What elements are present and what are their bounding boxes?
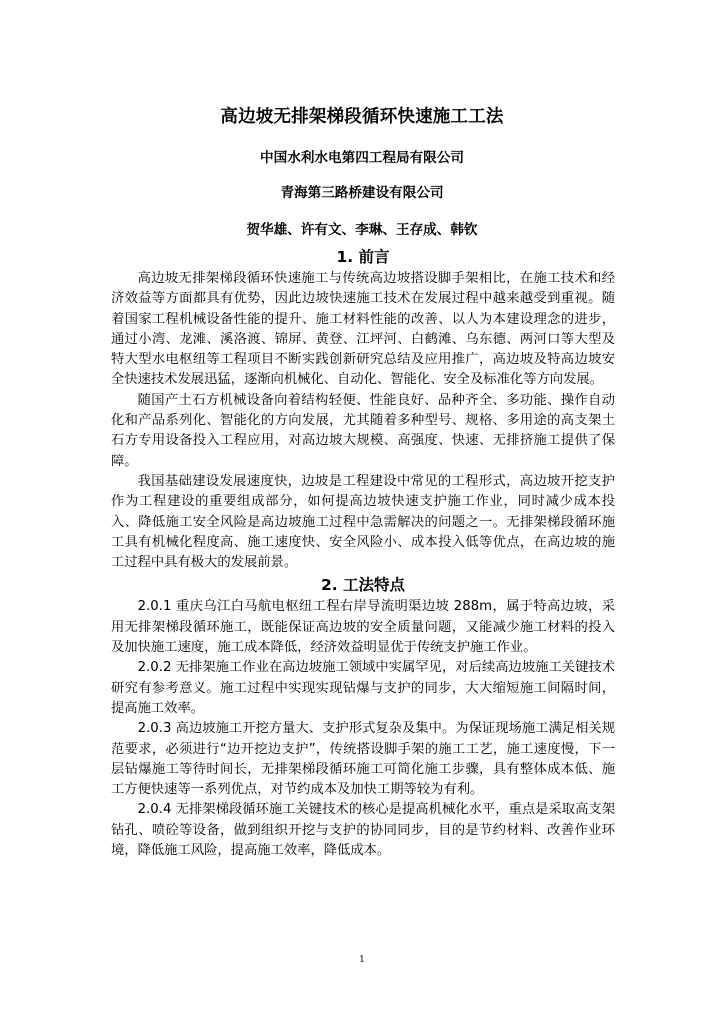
paragraph: 2.0.2 无排架施工作业在高边坡施工领域中实属罕见，对后续高边坡施工关键技术研究有参考意义。施工过程中实现实现钻爆与支护的同步，大大缩短施工间隔时间，提高施工效率。 <box>111 660 615 716</box>
paragraph: 2.0.3 高边坡施工开挖方量大、支护形式复杂及集中。为保证现场施工满足相关规范要求，必须进行“边开挖边支护”，传统搭设脚手架的施工工艺，施工速度慢，下一层钻爆施工等待时间长，无排架梯段循环施工可简化施工步骤，具有整体成本低、施工方便快速等一系列优点，对节约成本及加快工期等较为有利。 <box>111 721 615 798</box>
organization-1: 中国水利水电第四工程局有限公司 <box>260 150 464 166</box>
organization-2: 青海第三路桥建设有限公司 <box>280 185 444 201</box>
page-number: 1 <box>359 955 365 965</box>
document-body <box>111 245 615 861</box>
document-title: 高边坡无排架梯段循环快速施工工法 <box>220 107 504 127</box>
paragraph: 我国基础建设发展速度快，边坡是工程建设中常见的工程形式，高边坡开挖支护作为工程建设的重要组成部分，如何提高边坡快速支护施工作业，同时减少成本投入、降低施工安全风险是高边坡施工过程中急需解决的问题之一。无排架梯段循环施工具有机械化程度高、施工速度快、安全风险小、成本投入低等优点，在高边坡的施工过程中具有极大的发展前景。 <box>111 473 615 571</box>
author-list: 贺华雄、许有文、李琳、王存成、韩钦 <box>246 222 478 238</box>
section-heading: 2. 工法特点 <box>320 576 406 595</box>
paragraph: 高边坡无排架梯段循环快速施工与传统高边坡搭设脚手架相比，在施工技术和经济效益等方面都具有优势，因此边坡快速施工技术在发展过程中越来越受到重视。随着国家工程机械设备性能的提升、施工材料性能的改善、以人为本建设理念的进步，通过小湾、龙滩、溪洛渡、锦屏、黄登、江坪河、白鹤滩、乌东德、两河口等大型及特大型水电枢纽等工程项目不断实践创新研究总结及应用推广，高边坡及特高边坡安全快速技术发展迅猛，逐渐向机械化、自动化、智能化、安全及标准化等方向发展。 <box>111 271 615 388</box>
section-preface <box>111 245 615 573</box>
paragraph: 2.0.1 重庆乌江白马航电枢纽工程右岸导流明渠边坡 288m，属于特高边坡，采用无排架梯段循环施工，既能保证高边坡的安全质量问题，又能减少施工材料的投入及加快施工速度，施工成本降低，经济效益明显优于传统支护施工作业。 <box>111 599 615 656</box>
section-method-features <box>111 573 615 861</box>
paragraph: 随国产土石方机械设备向着结构轻便、性能良好、品种齐全、多功能、操作自动化和产品系列化、智能化的方向发展，尤其随着多种型号、规格、多用途的高支架土石方专用设备投入工程应用，对高边坡大规模、高强度、快速、无排挤施工提供了保障。 <box>111 392 615 469</box>
paragraph: 2.0.4 无排架梯段循环施工关键技术的核心是提高机械化水平，重点是采取高支架钻孔、喷砼等设备，做到组织开挖与支护的协同同步，目的是节约材料、改善作业环境，降低施工风险，提高施工效率，降低成本。 <box>111 802 615 859</box>
section-heading: 1. 前言 <box>336 248 390 266</box>
